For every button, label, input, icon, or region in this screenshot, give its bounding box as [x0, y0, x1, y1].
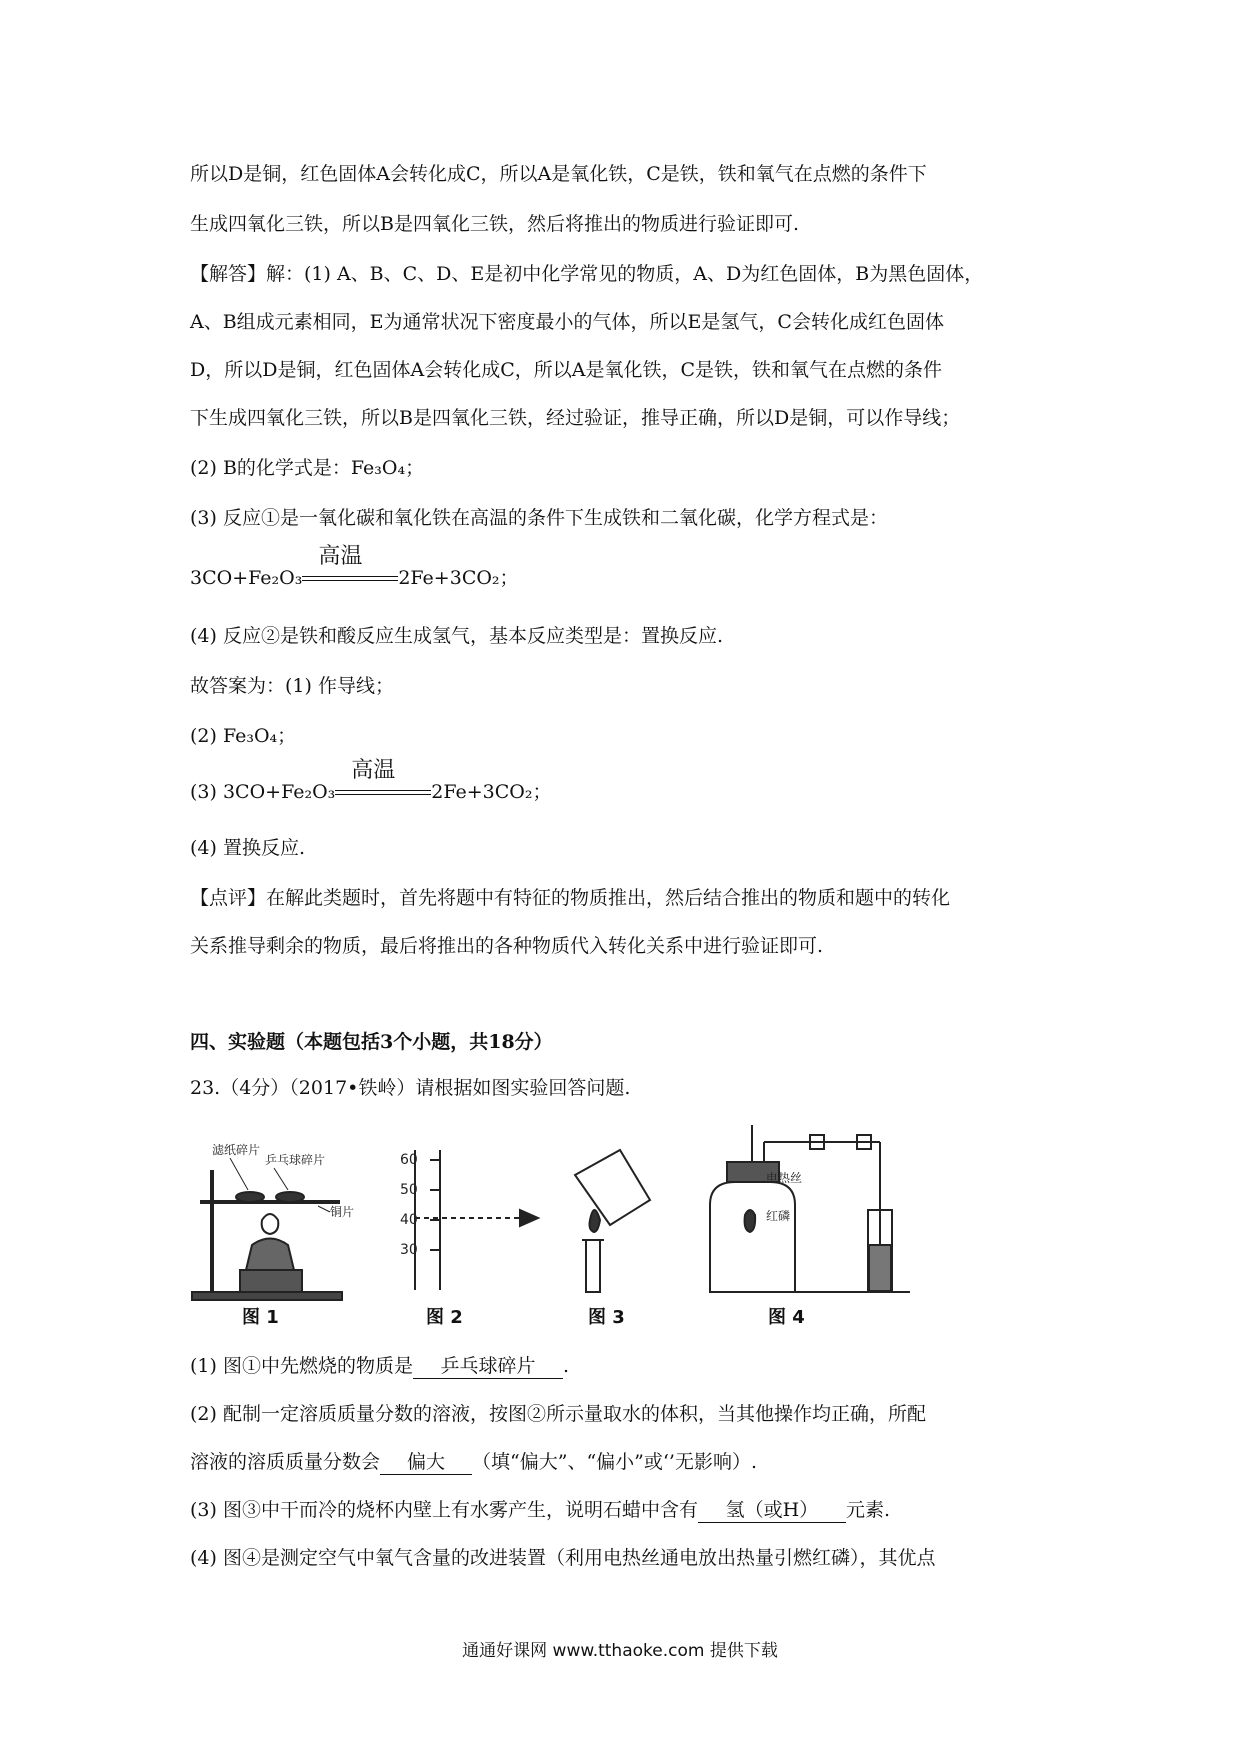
text-line: 所以D是铜，红色固体A会转化成C，所以A是氧化铁，C是铁，铁和氧气在点燃的条件下 — [190, 163, 927, 185]
experiment-figures — [190, 1120, 910, 1328]
figure-1-label: 图 1 — [242, 1307, 279, 1328]
figure-1-drawing — [192, 1158, 342, 1300]
fig1-annot-pingpong: 乒乓球碎片 — [265, 1153, 326, 1167]
q1-post: . — [562, 1355, 570, 1377]
text-line: (2) B的化学式是：Fe₃O₄； — [190, 457, 425, 479]
page-footer: 通通好课网 www.tthaoke.com 提供下载 — [462, 1641, 778, 1661]
text-line: 【解答】解：(1) A、B、C、D、E是初中化学常见的物质，A、D为红色固体，B为黑色固体， — [190, 263, 984, 285]
text-line: 故答案为：(1) 作导线； — [190, 675, 394, 697]
equation-2 — [190, 757, 552, 804]
question-23: 23.（4分）（2017•铁岭）请根据如图实验回答问题. — [190, 1077, 631, 1099]
eq1-right: 2Fe+3CO₂； — [398, 567, 519, 589]
fig1-annot-copper: 铜片 — [330, 1205, 355, 1219]
q3-post: 元素. — [845, 1499, 891, 1521]
fig2-tick-30: 30 — [400, 1242, 418, 1258]
figure-2-label: 图 2 — [426, 1307, 463, 1328]
q2-text: 溶液的溶质质量分数会 — [190, 1451, 381, 1473]
eq1-condition: 高温 — [318, 543, 363, 568]
q3-text: (3) 图③中干而冷的烧杯内壁上有水雾产生，说明石蜡中含有 — [190, 1499, 698, 1521]
eq2-right: 2Fe+3CO₂； — [431, 781, 552, 803]
q1-text: (1) 图①中先燃烧的物质是 — [190, 1355, 413, 1377]
fig1-annot-filter-paper: 滤纸碎片 — [212, 1143, 261, 1157]
text-line: (3) 反应①是一氧化碳和氧化铁在高温的条件下生成铁和二氧化碳，化学方程式是： — [190, 507, 888, 529]
text-line: 【点评】在解此类题时，首先将题中有特征的物质推出，然后结合推出的物质和题中的转化 — [190, 887, 951, 909]
fig2-tick-60: 60 — [400, 1152, 418, 1168]
text-line: D，所以D是铜，红色固体A会转化成C，所以A是氧化铁，C是铁，铁和氧气在点燃的条件 — [190, 359, 942, 381]
figure-3-drawing — [575, 1150, 650, 1292]
question-2-line-1: (2) 配制一定溶质质量分数的溶液，按图②所示量取水的体积，当其他操作均正确，所配 — [190, 1403, 926, 1425]
question-2-line-2 — [190, 1450, 757, 1475]
text-line: (4) 反应②是铁和酸反应生成氢气，基本反应类型是：置换反应. — [190, 625, 723, 647]
q1-answer: 乒乓球碎片 — [413, 1354, 563, 1379]
question-3 — [190, 1498, 890, 1523]
fig4-annot-red-phosphorus: 红磷 — [766, 1209, 791, 1223]
text-line: (4) 置换反应. — [190, 837, 305, 859]
text-line: 生成四氧化三铁，所以B是四氧化三铁，然后将推出的物质进行验证即可. — [190, 213, 800, 235]
equation-1 — [190, 543, 519, 590]
eq2-condition: 高温 — [351, 757, 396, 782]
q3-answer: 氢（或H） — [698, 1498, 846, 1523]
figure-3-label: 图 3 — [588, 1307, 625, 1328]
figure-2-drawing — [415, 1150, 538, 1290]
figure-4-label: 图 4 — [768, 1307, 805, 1328]
eq1-sign — [302, 543, 398, 590]
text-line: (2) Fe₃O₄； — [190, 725, 297, 747]
q2-post: （填“偏大”、“偏小”或‘’无影响）. — [472, 1451, 757, 1473]
text-line: 下生成四氧化三铁，所以B是四氧化三铁，经过验证，推导正确，所以D是铜，可以作导线； — [190, 407, 961, 429]
eq2-left: (3) 3CO+Fe₂O₃ — [190, 781, 336, 803]
eq1-left: 3CO+Fe₂O₃ — [190, 567, 303, 589]
experiment-diagrams — [190, 1120, 910, 1320]
text-line: A、B组成元素相同，E为通常状况下密度最小的气体，所以E是氢气，C会转化成红色固体 — [190, 311, 944, 333]
question-1 — [190, 1354, 569, 1379]
fig4-annot-heating-wire: 电热丝 — [766, 1171, 803, 1185]
text-line: 关系推导剩余的物质，最后将推出的各种物质代入转化关系中进行验证即可. — [190, 935, 824, 957]
eq2-sign — [335, 757, 431, 804]
figure-4-drawing — [710, 1125, 910, 1292]
fig2-tick-50: 50 — [400, 1182, 418, 1198]
fig2-tick-40: 40 — [400, 1212, 418, 1228]
section-title: 四、实验题（本题包括3个小题，共18分） — [190, 1031, 553, 1053]
q2-answer: 偏大 — [380, 1450, 472, 1475]
question-4: (4) 图④是测定空气中氧气含量的改进装置（利用电热丝通电放出热量引燃红磷），其优点 — [190, 1547, 936, 1569]
